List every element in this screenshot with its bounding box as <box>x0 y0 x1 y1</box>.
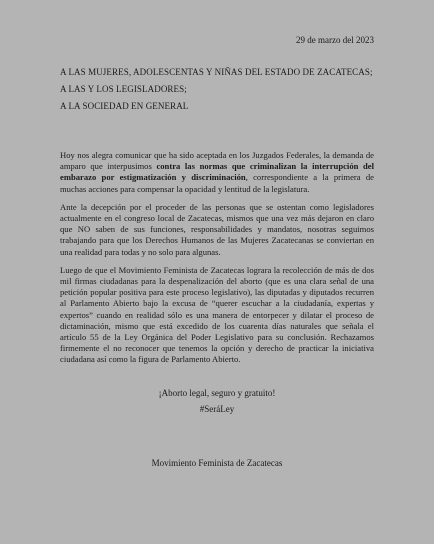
addressee-women: A LAS MUJERES, ADOLESCENTAS Y NIÑAS DEL ESTADO DE ZACATECAS; <box>60 67 373 77</box>
paragraph-parlamento: Luego de que el Movimiento Feminista de Zacatecas lograra la recolección de más de dos mil firmas ciudadanas para la despenalización del aborto (que es una clara señal de una petición popular positiva para este proceso legislativo), las diputadas y diputados recurren al Parlamento Abierto bajo la excusa de “querer escuchar a la ciudadanía, expertas y expertos” cuando en realidad sólo es una manera de entorpecer y dilatar el proceso de dictaminación, mismo que está excedido de los cuarenta días naturales que señala el artículo 55 de la Ley Orgánica del Poder Legislativo para su conclusión. Rechazamos firmemente el no reconocer que tenemos la opción y derecho de practicar la iniciativa ciudadana así como la figura de Parlamento Abierto. <box>60 264 374 365</box>
paragraph-decepcion: Ante la decepción por el proceder de las personas que se ostentan como legisladores actualmente en el congreso local de Zacatecas, mismos que una vez más dejaron en claro que NO saben de sus funciones, responsabilidades y mandatos, nosotras seguimos trabajando para que los Derechos Humanos de las Mujeres Zacatecanas se conviertan en una realidad para todas y no solo para algunas. <box>60 201 374 257</box>
addressee-block <box>60 67 374 118</box>
letter-body <box>60 150 374 373</box>
addressee-society: A LA SOCIEDAD EN GENERAL <box>60 101 189 111</box>
closing-block <box>60 388 374 414</box>
paragraph-amparo-text-end: , correspondiente a la primera de muchas acciones para compensar la opacidad y lentitud de la legislatura. <box>60 172 374 194</box>
slogan: ¡Aborto legal, seguro y gratuito! <box>158 388 276 398</box>
signature: Movimiento Feminista de Zacatecas <box>151 458 283 468</box>
paragraph-amparo-text-start: Hoy nos alegra comunicar que ha sido aceptada en los Juzgados Federales, la demanda de amparo que interpusimos <box>60 150 374 172</box>
letter-date: 29 de marzo del 2023 <box>296 35 374 45</box>
hashtag: #SeráLey <box>199 404 235 414</box>
paragraph-amparo-bold-text: contra las normas que criminalizan la interrupción del embarazo por estigmatización y discriminación <box>60 161 374 183</box>
addressee-legislators: A LAS Y LOS LEGISLADORES; <box>60 84 187 94</box>
paragraph-amparo <box>60 150 374 195</box>
